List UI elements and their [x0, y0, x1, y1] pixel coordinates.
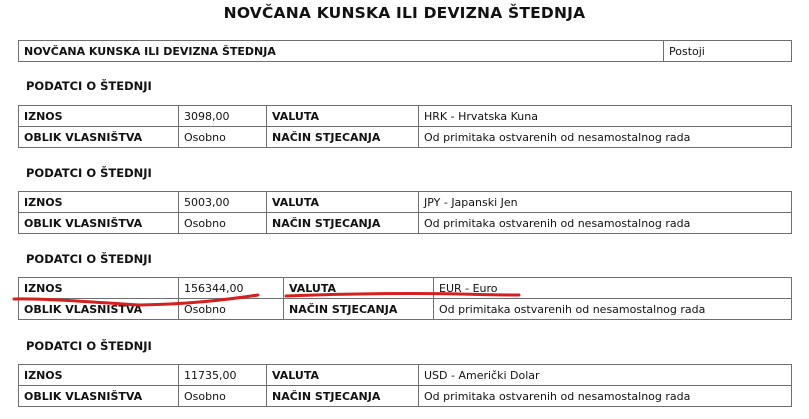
section-heading: PODATCI O ŠTEDNJI	[26, 79, 152, 93]
amount-label: IZNOS	[19, 106, 179, 127]
currency-label: VALUTA	[284, 278, 434, 299]
currency-label: VALUTA	[267, 365, 419, 386]
ownership-label: OBLIK VLASNIŠTVA	[19, 213, 179, 234]
section-heading: PODATCI O ŠTEDNJI	[26, 339, 152, 353]
acquisition-value: Od primitaka ostvarenih od nesamostalnog rada	[434, 299, 792, 320]
amount-value: 11735,00	[179, 365, 267, 386]
acquisition-label: NAČIN STJECANJA	[267, 213, 419, 234]
acquisition-value: Od primitaka ostvarenih od nesamostalnog rada	[419, 386, 792, 407]
ownership-value: Osobno	[179, 213, 267, 234]
red-underline-amount	[14, 295, 258, 305]
currency-value: EUR - Euro	[434, 278, 792, 299]
ownership-value: Osobno	[179, 127, 267, 148]
amount-label: IZNOS	[19, 278, 179, 299]
acquisition-value: Od primitaka ostvarenih od nesamostalnog rada	[419, 127, 792, 148]
section-heading: PODATCI O ŠTEDNJI	[26, 166, 152, 180]
currency-value: JPY - Japanski Jen	[419, 192, 792, 213]
red-underline-currency	[286, 294, 519, 296]
amount-label: IZNOS	[19, 365, 179, 386]
currency-label: VALUTA	[267, 192, 419, 213]
ownership-value: Osobno	[179, 386, 267, 407]
amount-value: 5003,00	[179, 192, 267, 213]
page-title: NOVČANA KUNSKA ILI DEVIZNA ŠTEDNJA	[223, 4, 586, 22]
amount-value: 156344,00	[179, 278, 284, 299]
acquisition-label: NAČIN STJECANJA	[267, 386, 419, 407]
ownership-label: OBLIK VLASNIŠTVA	[19, 386, 179, 407]
currency-value: USD - Američki Dolar	[419, 365, 792, 386]
acquisition-value: Od primitaka ostvarenih od nesamostalnog rada	[419, 213, 792, 234]
ownership-label: OBLIK VLASNIŠTVA	[19, 299, 179, 320]
ownership-label: OBLIK VLASNIŠTVA	[19, 127, 179, 148]
section-heading: PODATCI O ŠTEDNJI	[26, 252, 152, 266]
header-status: Postoji	[664, 41, 792, 62]
ownership-value: Osobno	[179, 299, 284, 320]
header-label: NOVČANA KUNSKA ILI DEVIZNA ŠTEDNJA	[19, 41, 664, 62]
acquisition-label: NAČIN STJECANJA	[284, 299, 434, 320]
amount-value: 3098,00	[179, 106, 267, 127]
currency-value: HRK - Hrvatska Kuna	[419, 106, 792, 127]
acquisition-label: NAČIN STJECANJA	[267, 127, 419, 148]
amount-label: IZNOS	[19, 192, 179, 213]
currency-label: VALUTA	[267, 106, 419, 127]
